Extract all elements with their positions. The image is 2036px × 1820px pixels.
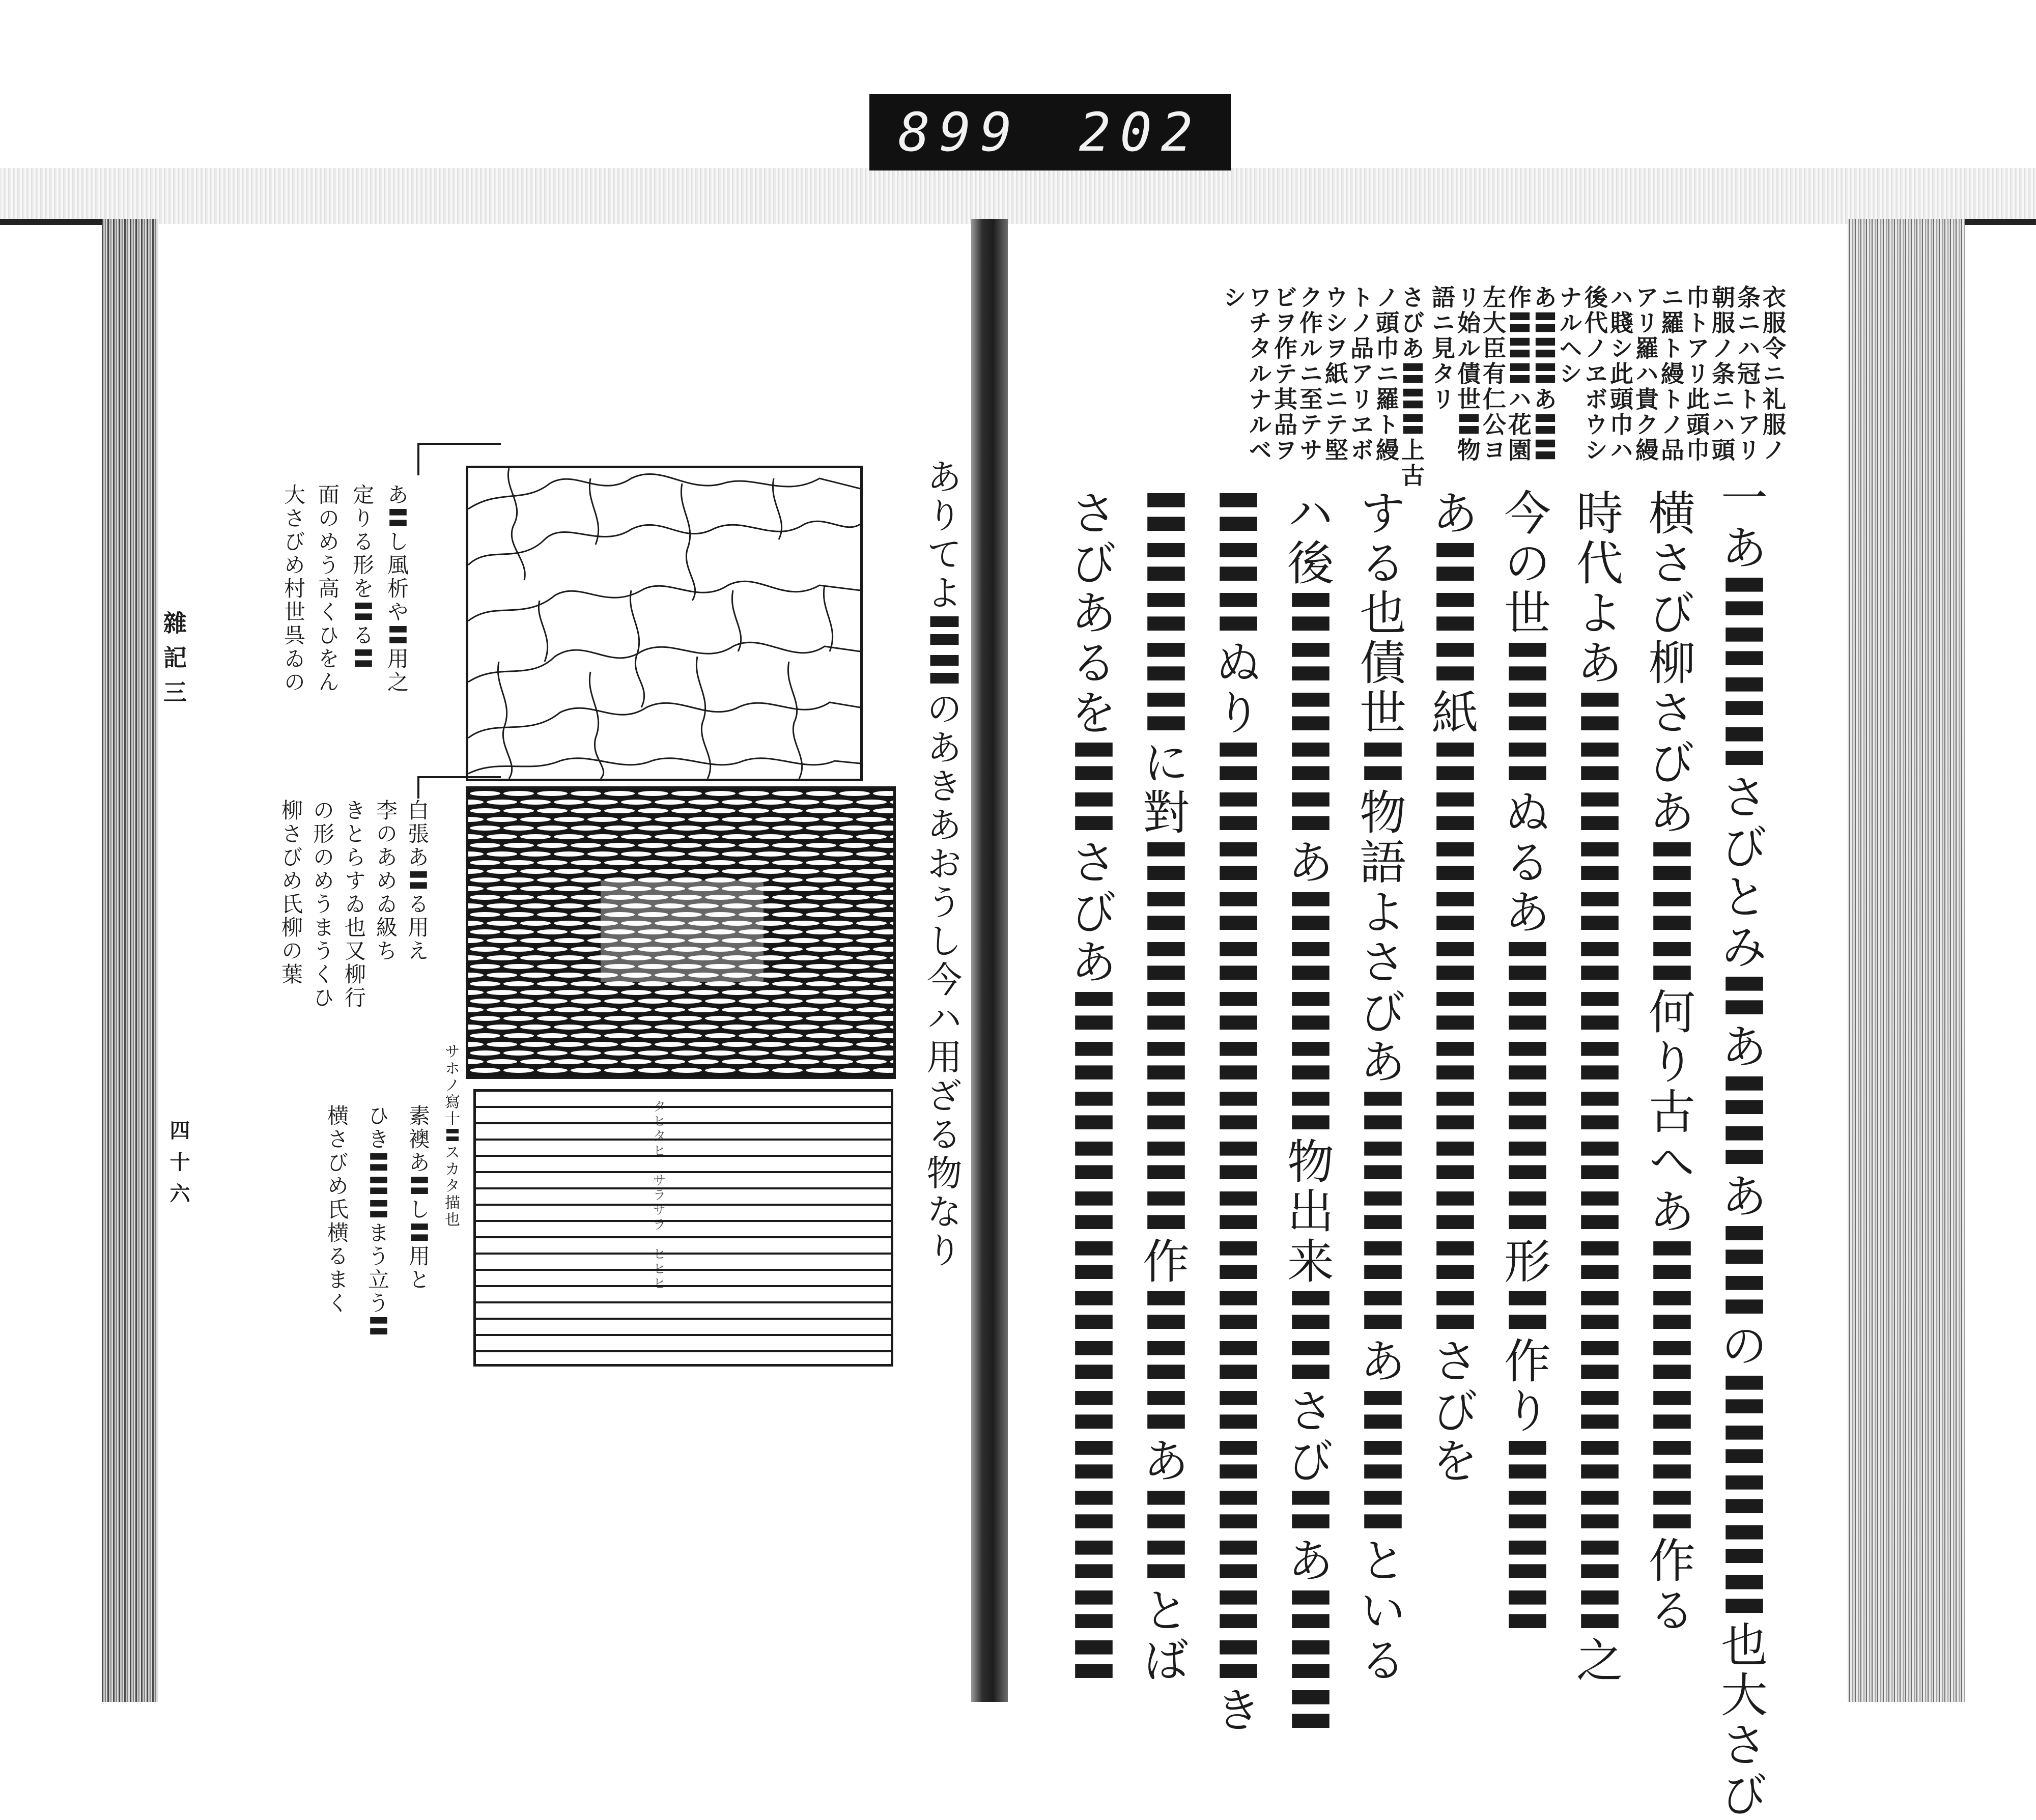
main-column-6: する也債世〓物語よさびあ〓〓〓〓〓あ〓〓〓といる bbox=[1352, 489, 1406, 1686]
side-note: サホノ寫十〓スカタ描也 bbox=[442, 1043, 460, 1228]
headnote-line-4: 巾トアリ此頭巾 bbox=[1683, 285, 1710, 463]
page-number: 四十六 bbox=[166, 1120, 190, 1214]
headnote-line-5: ニ羅ト縵トノ品 bbox=[1657, 285, 1685, 463]
main-column-8: 〓〓〓ぬり〓〓〓〓〓〓〓〓〓〓〓〓〓〓〓〓〓〓〓き bbox=[1207, 489, 1262, 1736]
headnote-3-line-7: ワチタルナルベ bbox=[1245, 285, 1272, 463]
caption-bottom-line-1: 横さびめ氏横るまく bbox=[324, 1104, 349, 1315]
caption-bottom-line-3: 素襖あ〓し〓用と bbox=[406, 1104, 431, 1292]
caption-bottom-line-2: ひき〓〓〓まう立う〓 bbox=[365, 1104, 390, 1339]
catalog-label-right: 202 bbox=[1079, 101, 1202, 163]
main-column-2: 横さび柳さびあ〓〓〓何り古へあ〓〓〓〓〓〓作る bbox=[1641, 489, 1695, 1636]
left-cover-edge bbox=[0, 219, 102, 225]
headnote-line-9: ナルヘシ bbox=[1556, 285, 1583, 387]
left-fore-edge bbox=[102, 219, 158, 1702]
headnote-line-3: 朝服ノ条ニハ頭 bbox=[1708, 285, 1736, 463]
main-column-10: さびあるを〓〓さびあ〓〓〓〓〓〓〓〓〓〓〓〓〓〓 bbox=[1063, 489, 1117, 1686]
catalog-label-left: 899 bbox=[898, 101, 1022, 163]
large-crinkle-drawing bbox=[468, 468, 860, 779]
running-head: 雜記三 bbox=[160, 611, 187, 715]
scan-noise-band bbox=[0, 168, 2036, 224]
caption-middle-line-5: 白張あ〓る用え bbox=[405, 799, 430, 963]
main-column-1: 一あ〓〓〓〓さびとみ〓あ〓〓あ〓〓の〓〓〓〓〓也大さび bbox=[1713, 473, 1768, 1820]
headnote-3-line-5: ク作ルニ至テサ bbox=[1296, 285, 1323, 463]
left-main-column: ありてよ〓〓のあきあおうし今ハ用ざる物なり bbox=[921, 458, 963, 1270]
willow-crinkle-pattern bbox=[466, 786, 896, 1079]
headnote-3-line-2: ノ頭巾ニ羅ト縵 bbox=[1372, 285, 1400, 463]
caption-top-line-1: 大さびめ村世呉ゐの bbox=[281, 484, 306, 694]
caption-middle-line-3: きとらすゐ也又柳行 bbox=[342, 799, 366, 1010]
horizontal-crinkle-drawing bbox=[476, 1092, 891, 1364]
book-gutter bbox=[971, 219, 1008, 1702]
main-column-4: 今の世〓〓〓ぬるあ〓〓〓〓〓〓形〓作り〓〓〓〓 bbox=[1496, 489, 1551, 1636]
main-column-9: 〓〓〓〓〓に對〓〓〓〓〓〓〓〓作〓〓〓あ〓〓とば bbox=[1135, 489, 1190, 1686]
right-fore-edge bbox=[1848, 219, 1965, 1702]
headnote-3-line-6: ビヲ作テ其品ヲ bbox=[1270, 285, 1298, 463]
inner-small-text: タヒタヒ サラサラ ヒヒヒ bbox=[651, 1099, 666, 1291]
headnote-line-2: 条ニハ冠トアリ bbox=[1734, 285, 1761, 463]
main-column-5: あ〓〓〓紙〓〓〓〓〓〓〓〓〓〓〓〓さびを bbox=[1424, 489, 1479, 1486]
headnote-2-line-5: 語ニ見タリ bbox=[1428, 285, 1456, 412]
middle-caption-bracket bbox=[417, 776, 501, 799]
headnote-line-7: ハ賤シ此頭巾ハ bbox=[1606, 285, 1634, 463]
headnote-line-6: アリ羅ハ貴ク縵 bbox=[1632, 285, 1659, 463]
top-caption-bracket bbox=[417, 443, 501, 475]
headnote-2-line-1: あ〓〓〓あ〓〓 bbox=[1530, 285, 1558, 463]
caption-top-line-4: あ〓し風析や〓用之 bbox=[384, 484, 409, 694]
headnote-line-1: 衣服令ニ礼服ノ bbox=[1759, 285, 1787, 463]
main-column-7: ハ後〓〓〓〓〓あ〓〓〓〓〓物出来〓〓さび〓あ〓〓〓 bbox=[1280, 489, 1334, 1736]
caption-top-line-3: 定りる形を〓る〓 bbox=[350, 484, 375, 671]
headnote-3-line-1: さびあ〓〓〓上古 bbox=[1398, 285, 1425, 489]
headnote-2-line-2: 作〓〓〓ハ花園 bbox=[1505, 285, 1532, 463]
caption-middle-line-2: の形のめうまうくひ bbox=[310, 799, 335, 1010]
headnote-2-line-3: 左大臣有仁公ヨ bbox=[1479, 285, 1507, 463]
caption-middle-line-1: 柳さびめ氏柳の葉 bbox=[278, 799, 303, 986]
horizontal-crinkle-pattern bbox=[473, 1089, 893, 1367]
right-margin bbox=[1965, 219, 2036, 1702]
left-margin bbox=[0, 219, 102, 1702]
caption-middle-line-4: 李のあめゐ級ち bbox=[373, 799, 398, 963]
headnote-3-line-4: ウシヲ紙ニテ堅 bbox=[1321, 285, 1349, 463]
headnote-3-line-3: トノ品アリヱボ bbox=[1347, 285, 1374, 463]
catalog-label bbox=[869, 94, 1231, 170]
headnote-2-line-4: リ始ル債世〓物 bbox=[1454, 285, 1481, 463]
caption-top-line-2: 面のめう高くひをん bbox=[315, 484, 340, 694]
headnote-3-line-8: シ bbox=[1220, 285, 1247, 310]
large-crinkle-pattern bbox=[466, 466, 863, 781]
main-column-3: 時代よあ〓〓〓〓〓〓〓〓〓〓〓〓〓〓〓〓〓〓〓之 bbox=[1569, 489, 1623, 1686]
headnote-line-8: 後代ノヱボウシ bbox=[1581, 285, 1608, 463]
willow-crinkle-drawing bbox=[468, 789, 893, 1076]
right-cover-edge bbox=[1965, 219, 2036, 225]
